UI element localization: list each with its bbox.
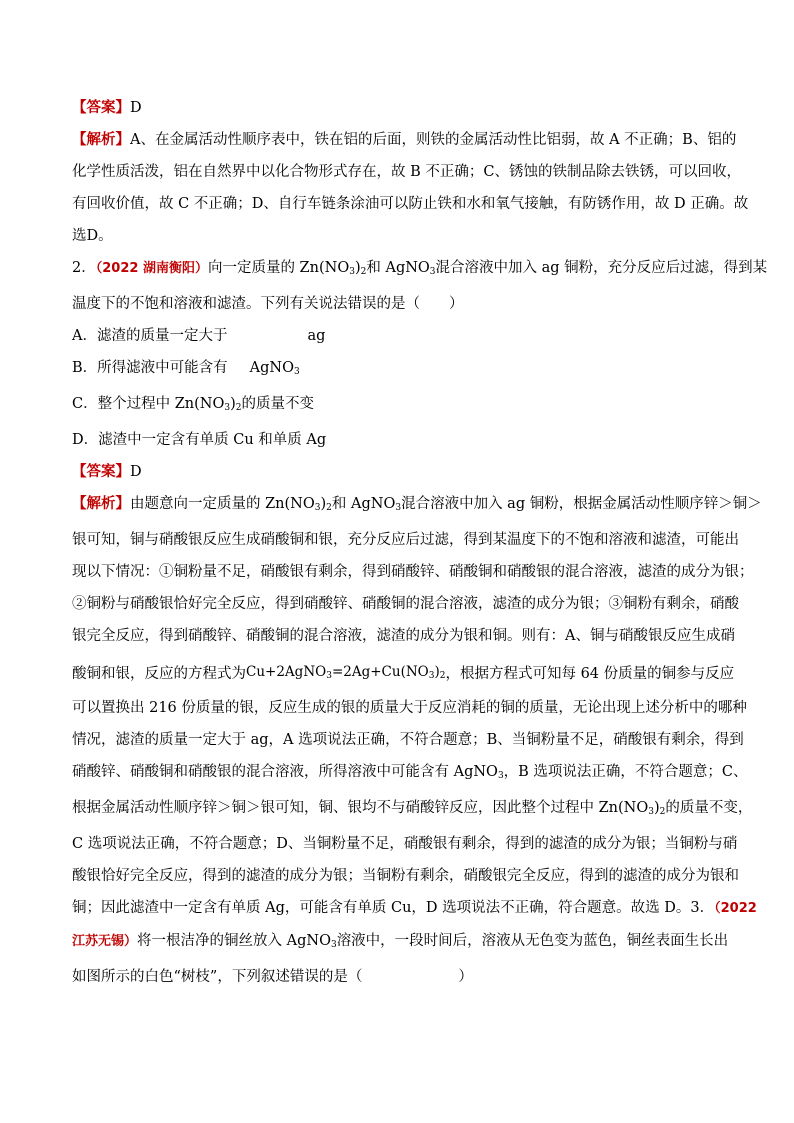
question-source: （2022 湖南衡阳） (95, 261, 208, 276)
option-a (72, 320, 722, 352)
subscript: 3 (294, 367, 300, 377)
equation-part: Cu+2AgNO (246, 664, 327, 680)
question-source: （2022 (714, 901, 757, 916)
q2-analysis-line-9 (72, 756, 748, 792)
analysis-text: 根据金属活动性顺序锌＞铜＞银可知，铜、银均不与硝酸锌反应，因此整个过程中 Zn(NO (72, 800, 649, 816)
q2-analysis-line-1 (72, 488, 762, 524)
stem-text: 向一定质量的 Zn(NO (207, 260, 350, 276)
option-text: ) (230, 396, 236, 412)
subscript: 3 (429, 267, 436, 277)
reaction-equation (246, 664, 445, 680)
q2-analysis-line-3: 现以下情况：①铜粉量不足，硝酸银有剩余，得到硝酸锌、硝酸铜和硝酸银的混合溶液，滤渣的成分为银； (72, 564, 754, 580)
analysis-text: A、在金属活动性顺序表中，铁在铝的后面，则铁的金属活动性比铝弱，故 A 不正确；B、铝的 (130, 132, 737, 148)
answer-tag: 【答案】 (72, 463, 130, 480)
subscript: 2 (659, 807, 666, 817)
option-text: 的质量不变 (241, 396, 314, 412)
subscript: 3 (395, 503, 402, 513)
q2-analysis-line-12: 酸银恰好完全反应，得到的滤渣的成分为银；当铜粉有剩余，硝酸银完全反应，得到的滤渣的成分为银和 (72, 868, 739, 884)
analysis-text: 的质量不变， (665, 800, 753, 816)
stem-text: 如图所示的白色“树枝”，下列叙述错误的是（ (72, 969, 363, 985)
subscript: 2 (360, 267, 367, 277)
q1-analysis-line-1 (72, 124, 737, 156)
analysis-text: 酸铜和银，反应的方程式为 (72, 666, 246, 682)
q2-analysis-line-11: C 选项说法正确，不符合题意；D、当铜粉量不足，硝酸银有剩余，得到的滤渣的成分为银；当铜粉与硝 (72, 836, 738, 852)
analysis-text: 混合溶液中加入 ag 铜粉，根据金属活动性顺序锌＞铜＞ (401, 496, 762, 512)
q2-stem-line-2: 温度下的不饱和溶液和滤渣。下列有关说法错误的是（ ） (72, 296, 464, 312)
analysis-text: 由题意向一定质量的 Zn(NO (130, 496, 315, 512)
analysis-text: ，B 选项说法正确，不符合题意；C、 (503, 764, 748, 780)
q2-answer-line (72, 456, 722, 488)
option-text: ag (307, 328, 326, 344)
q1-analysis-line-4: 选D。 (72, 228, 113, 244)
q1-analysis-line-3: 有回收价值，故 C 不正确；D、自行车链条涂油可以防止铁和水和氧气接触，有防锈作用，故 D 正确。故 (72, 196, 749, 212)
subscript: 3 (349, 267, 355, 277)
q2-analysis-line-13 (72, 892, 757, 925)
option-text: C．整个过程中 Zn(NO (72, 396, 225, 412)
stem-text: ） (458, 969, 473, 985)
answer-tag: 【答案】 (72, 99, 130, 116)
option-d: D．滤渣中一定含有单质 Cu 和单质 Ag (72, 432, 327, 448)
q2-analysis-line-2: 银可知，铜与硝酸银反应生成硝酸铜和银，充分反应后过滤，得到某温度下的不饱和溶液和滤渣，可能出 (72, 532, 739, 548)
document-page (72, 92, 768, 993)
stem-text: ) (354, 260, 361, 276)
equation-part: =2Ag+Cu(NO (331, 664, 429, 680)
question-number: 2． (72, 260, 96, 276)
equation-part: ) (434, 664, 440, 680)
analysis-text: ，根据方程式可知每 64 份质量的铜参与反应 (445, 666, 735, 682)
answer-value: D (130, 100, 142, 116)
q2-analysis-line-8: 情况，滤渣的质量一定大于 ag，A 选项说法正确，不符合题意；B、当铜粉量不足，硝酸银有剩余，得到 (72, 732, 744, 748)
subscript: 2 (439, 671, 446, 681)
q2-analysis-line-7: 可以置换出 216 份质量的银，反应生成的银的质量大于反应消耗的铜的质量，无论出现上述分析中的哪种 (72, 700, 747, 716)
subscript: 2 (326, 503, 332, 513)
analysis-tag: 【解析】 (72, 495, 130, 512)
subscript: 2 (235, 403, 242, 413)
option-b (72, 352, 722, 388)
option-text: A．滤渣的质量一定大于 (72, 328, 228, 344)
option-text: AgNO (249, 360, 294, 376)
subscript: 3 (224, 403, 231, 413)
q2-stem-line-1 (72, 252, 768, 288)
subscript: 3 (428, 671, 435, 681)
subscript: 3 (330, 940, 337, 950)
option-text: B．所得滤液中可能含有 (72, 360, 228, 376)
subscript: 3 (648, 807, 654, 817)
q3-stem-line-2 (72, 961, 722, 993)
analysis-tag: 【解析】 (72, 131, 130, 148)
subscript: 3 (314, 503, 321, 513)
q2-analysis-line-10 (72, 792, 753, 828)
question-source: 江苏无锡） (72, 934, 138, 949)
q2-analysis-line-4: ②铜粉与硝酸银恰好完全反应，得到硝酸锌、硝酸铜的混合溶液，滤渣的成分为银；③铜粉有剩余，硝酸 (72, 596, 739, 612)
analysis-text: 铜；因此滤渣中一定含有单质 Ag，可能含有单质 Cu，D 选项说法不正确，符合题意。故选 D。3． (72, 900, 715, 916)
q1-answer-line (72, 92, 722, 124)
stem-text: 溶液中，一段时间后，溶液从无色变为蓝色，铜丝表面生长出 (336, 933, 729, 949)
analysis-text: ) (320, 496, 327, 512)
q1-analysis-line-2: 化学性质活泼，铝在自然界中以化合物形式存在，故 B 不正确；C、锈蚀的铁制品除去铁锈，可以回收， (72, 164, 741, 180)
stem-text: 和 AgNO (366, 260, 430, 276)
answer-value: D (130, 464, 142, 480)
q2-analysis-line-5: 银完全反应，得到硝酸锌、硝酸铜的混合溶液，滤渣的成分为银和铜。则有：A、铜与硝酸银反应生成硝 (72, 628, 735, 644)
analysis-text: 硝酸锌、硝酸铜和硝酸银的混合溶液，所得溶液中可能含有 AgNO (72, 764, 498, 780)
analysis-text: ) (654, 800, 660, 816)
option-c (72, 388, 722, 424)
analysis-text: 和 AgNO (331, 496, 396, 512)
subscript: 3 (497, 771, 504, 781)
stem-text: 将一根洁净的铜丝放入 AgNO (137, 933, 331, 949)
q3-stem-line-1 (72, 925, 729, 961)
subscript: 3 (326, 671, 332, 681)
q2-analysis-line-6 (72, 656, 735, 692)
stem-text: 混合溶液中加入 ag 铜粉，充分反应后过滤，得到某 (435, 260, 768, 276)
